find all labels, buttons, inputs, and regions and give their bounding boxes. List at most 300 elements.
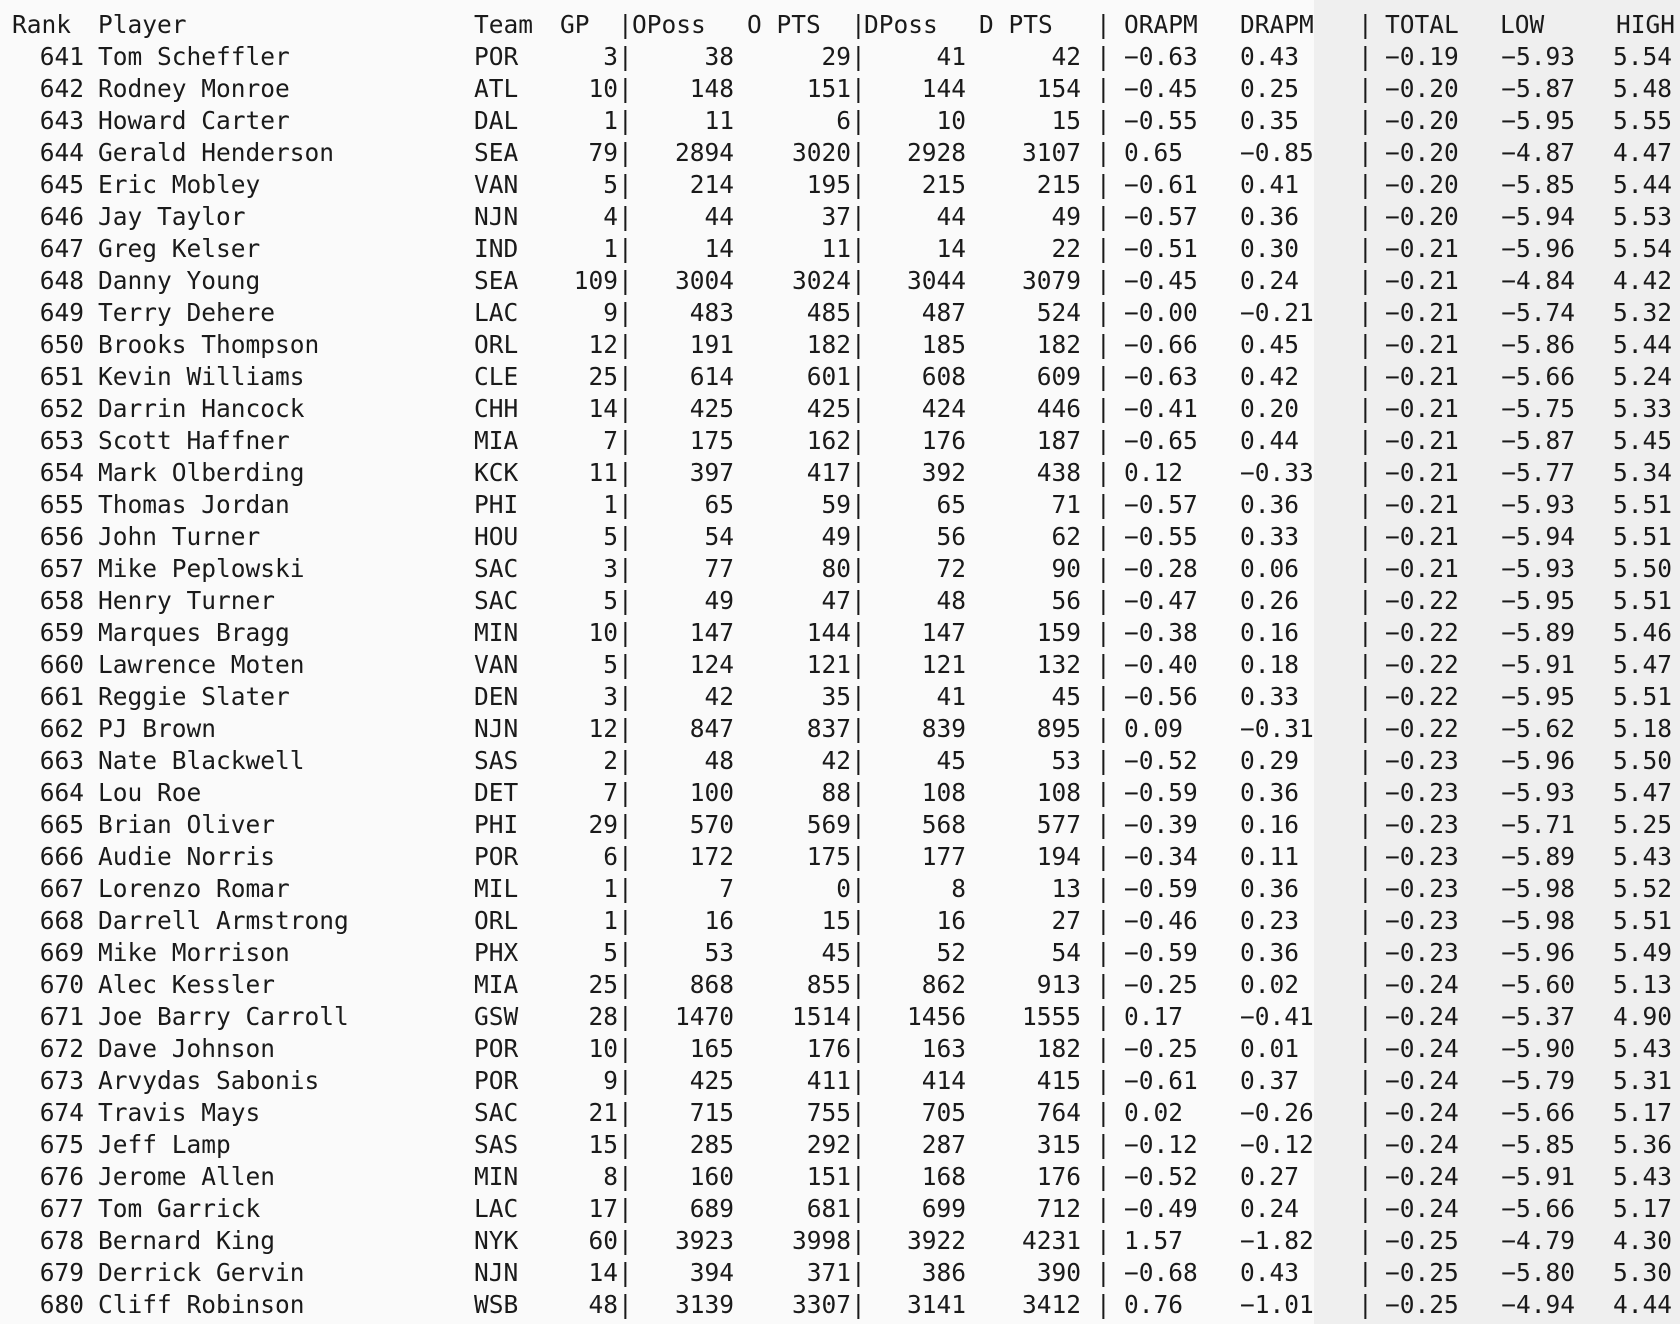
cell-total: −0.23 — [1385, 810, 1459, 839]
cell-orapm: −0.39 — [1124, 810, 1198, 839]
cell-high: 5.48 — [1612, 74, 1672, 103]
cell-dposs: 56 — [936, 522, 966, 551]
cell-gp: 60 — [588, 1226, 618, 1255]
cell-team: POR — [474, 42, 519, 71]
row-separator: | — [851, 586, 866, 615]
header-low: LOW — [1500, 10, 1545, 39]
cell-team: MIA — [474, 970, 519, 999]
header-drapm: DRAPM — [1240, 10, 1314, 39]
table-row — [0, 905, 1680, 937]
row-separator: | — [618, 522, 633, 551]
cell-high: 5.44 — [1612, 170, 1672, 199]
header-orapm: ORAPM — [1124, 10, 1198, 39]
cell-dposs: 41 — [936, 42, 966, 71]
table-row — [0, 297, 1680, 329]
cell-total: −0.25 — [1385, 1226, 1459, 1255]
cell-dpts: 4231 — [1021, 1226, 1081, 1255]
cell-drapm: 0.29 — [1240, 746, 1300, 775]
cell-orapm: −0.38 — [1124, 618, 1198, 647]
row-separator: | — [1096, 1162, 1111, 1191]
row-separator: | — [851, 1226, 866, 1255]
cell-dposs: 3044 — [906, 266, 966, 295]
row-separator: | — [851, 874, 866, 903]
cell-low: −5.98 — [1501, 906, 1575, 935]
cell-dposs: 168 — [921, 1162, 966, 1191]
cell-player: Dave Johnson — [98, 1034, 276, 1063]
cell-total: −0.21 — [1385, 362, 1459, 391]
cell-player: PJ Brown — [98, 714, 217, 743]
table-row — [0, 841, 1680, 873]
cell-dpts: 609 — [1036, 362, 1081, 391]
cell-rank: 678 — [39, 1226, 84, 1255]
cell-drapm: −1.82 — [1240, 1226, 1314, 1255]
cell-gp: 6 — [603, 842, 618, 871]
cell-team: DET — [474, 778, 519, 807]
cell-oposs: 2894 — [674, 138, 734, 167]
cell-total: −0.22 — [1385, 714, 1459, 743]
row-separator: | — [618, 74, 633, 103]
cell-player: Eric Mobley — [98, 170, 261, 199]
cell-orapm: −0.40 — [1124, 650, 1198, 679]
row-separator: | — [851, 458, 866, 487]
cell-dposs: 862 — [921, 970, 966, 999]
cell-dposs: 705 — [921, 1098, 966, 1127]
cell-total: −0.20 — [1385, 138, 1459, 167]
cell-high: 5.55 — [1612, 106, 1672, 135]
cell-high: 5.25 — [1612, 810, 1672, 839]
row-separator: | — [1096, 1290, 1111, 1319]
row-separator: | — [1096, 1002, 1111, 1031]
cell-gp: 3 — [603, 42, 618, 71]
cell-dposs: 608 — [921, 362, 966, 391]
row-separator: | — [851, 362, 866, 391]
cell-total: −0.21 — [1385, 458, 1459, 487]
cell-high: 5.50 — [1612, 746, 1672, 775]
cell-rank: 660 — [39, 650, 84, 679]
cell-dposs: 568 — [921, 810, 966, 839]
cell-player: Alec Kessler — [98, 970, 276, 999]
cell-orapm: 0.17 — [1124, 1002, 1184, 1031]
cell-orapm: −0.00 — [1124, 298, 1198, 327]
cell-total: −0.21 — [1385, 266, 1459, 295]
cell-dposs: 386 — [921, 1258, 966, 1287]
table-row — [0, 1225, 1680, 1257]
cell-opts: 3998 — [791, 1226, 851, 1255]
cell-low: −5.93 — [1501, 778, 1575, 807]
cell-oposs: 49 — [704, 586, 734, 615]
row-separator: | — [1358, 426, 1373, 455]
cell-oposs: 285 — [689, 1130, 734, 1159]
cell-opts: 35 — [821, 682, 851, 711]
cell-high: 5.33 — [1612, 394, 1672, 423]
cell-gp: 109 — [573, 266, 618, 295]
row-separator: | — [1358, 394, 1373, 423]
cell-high: 4.30 — [1612, 1226, 1672, 1255]
cell-opts: 49 — [821, 522, 851, 551]
row-separator: | — [851, 426, 866, 455]
row-separator: | — [618, 1130, 633, 1159]
cell-rank: 646 — [39, 202, 84, 231]
row-separator: | — [851, 1290, 866, 1319]
cell-high: 5.53 — [1612, 202, 1672, 231]
table-row — [0, 745, 1680, 777]
cell-drapm: 0.43 — [1240, 1258, 1300, 1287]
cell-opts: 417 — [806, 458, 851, 487]
cell-gp: 15 — [588, 1130, 618, 1159]
row-separator: | — [1096, 714, 1111, 743]
cell-gp: 12 — [588, 330, 618, 359]
cell-drapm: −0.12 — [1240, 1130, 1314, 1159]
row-separator: | — [851, 266, 866, 295]
cell-rank: 674 — [39, 1098, 84, 1127]
row-separator: | — [851, 778, 866, 807]
header-gp: GP — [560, 10, 590, 39]
row-separator: | — [1358, 298, 1373, 327]
row-separator: | — [851, 842, 866, 871]
table-row — [0, 425, 1680, 457]
cell-dpts: 27 — [1051, 906, 1081, 935]
row-separator: | — [1358, 810, 1373, 839]
row-separator: | — [1358, 682, 1373, 711]
table-row — [0, 777, 1680, 809]
row-separator: | — [1096, 266, 1111, 295]
cell-player: Tom Scheffler — [98, 42, 290, 71]
table-row — [0, 137, 1680, 169]
cell-player: Mark Olberding — [98, 458, 305, 487]
cell-team: DAL — [474, 106, 519, 135]
cell-player: Joe Barry Carroll — [98, 1002, 349, 1031]
cell-drapm: 0.37 — [1240, 1066, 1300, 1095]
cell-gp: 17 — [588, 1194, 618, 1223]
cell-gp: 3 — [603, 682, 618, 711]
header-separator: | — [1096, 10, 1111, 39]
cell-oposs: 124 — [689, 650, 734, 679]
cell-team: VAN — [474, 650, 519, 679]
row-separator: | — [618, 778, 633, 807]
cell-player: Cliff Robinson — [98, 1290, 305, 1319]
cell-drapm: 0.27 — [1240, 1162, 1300, 1191]
cell-rank: 655 — [39, 490, 84, 519]
row-separator: | — [1096, 1258, 1111, 1287]
cell-opts: 121 — [806, 650, 851, 679]
cell-oposs: 54 — [704, 522, 734, 551]
row-separator: | — [1096, 362, 1111, 391]
cell-dposs: 185 — [921, 330, 966, 359]
cell-player: Thomas Jordan — [98, 490, 290, 519]
cell-rank: 641 — [39, 42, 84, 71]
cell-drapm: 0.33 — [1240, 682, 1300, 711]
row-separator: | — [1096, 586, 1111, 615]
cell-player: Jeff Lamp — [98, 1130, 231, 1159]
row-separator: | — [1096, 810, 1111, 839]
cell-dpts: 45 — [1051, 682, 1081, 711]
row-separator: | — [618, 202, 633, 231]
row-separator: | — [1096, 170, 1111, 199]
cell-high: 5.31 — [1612, 1066, 1672, 1095]
cell-orapm: −0.25 — [1124, 1034, 1198, 1063]
cell-team: NYK — [474, 1226, 519, 1255]
row-separator: | — [1358, 362, 1373, 391]
cell-drapm: 0.25 — [1240, 74, 1300, 103]
cell-gp: 1 — [603, 874, 618, 903]
cell-gp: 12 — [588, 714, 618, 743]
cell-team: POR — [474, 842, 519, 871]
cell-dpts: 13 — [1051, 874, 1081, 903]
row-separator: | — [851, 522, 866, 551]
cell-player: Scott Haffner — [98, 426, 290, 455]
cell-rank: 677 — [39, 1194, 84, 1223]
cell-player: Brooks Thompson — [98, 330, 320, 359]
cell-team: KCK — [474, 458, 519, 487]
cell-low: −5.95 — [1501, 682, 1575, 711]
cell-oposs: 14 — [704, 234, 734, 263]
table-row — [0, 1289, 1680, 1321]
row-separator: | — [851, 394, 866, 423]
row-separator: | — [851, 138, 866, 167]
row-separator: | — [1358, 234, 1373, 263]
cell-oposs: 483 — [689, 298, 734, 327]
cell-team: MIL — [474, 874, 519, 903]
cell-drapm: 0.36 — [1240, 938, 1300, 967]
cell-total: −0.21 — [1385, 426, 1459, 455]
cell-orapm: 0.09 — [1124, 714, 1184, 743]
header-player: Player — [98, 10, 187, 39]
cell-opts: 144 — [806, 618, 851, 647]
cell-gp: 10 — [588, 618, 618, 647]
cell-dposs: 699 — [921, 1194, 966, 1223]
cell-opts: 88 — [821, 778, 851, 807]
cell-rank: 673 — [39, 1066, 84, 1095]
cell-dpts: 49 — [1051, 202, 1081, 231]
cell-orapm: −0.52 — [1124, 1162, 1198, 1191]
cell-opts: 3020 — [791, 138, 851, 167]
cell-orapm: −0.41 — [1124, 394, 1198, 423]
cell-drapm: 0.44 — [1240, 426, 1300, 455]
row-separator: | — [851, 906, 866, 935]
cell-gp: 10 — [588, 1034, 618, 1063]
cell-opts: 371 — [806, 1258, 851, 1287]
cell-player: Marques Bragg — [98, 618, 290, 647]
cell-player: Lou Roe — [98, 778, 202, 807]
cell-team: LAC — [474, 1194, 519, 1223]
cell-oposs: 394 — [689, 1258, 734, 1287]
row-separator: | — [618, 842, 633, 871]
row-separator: | — [618, 138, 633, 167]
cell-dpts: 913 — [1036, 970, 1081, 999]
row-separator: | — [1096, 42, 1111, 71]
cell-total: −0.21 — [1385, 522, 1459, 551]
cell-dposs: 287 — [921, 1130, 966, 1159]
row-separator: | — [1096, 138, 1111, 167]
cell-drapm: 0.01 — [1240, 1034, 1300, 1063]
cell-low: −5.80 — [1501, 1258, 1575, 1287]
cell-gp: 48 — [588, 1290, 618, 1319]
cell-drapm: −0.31 — [1240, 714, 1314, 743]
cell-team: SAC — [474, 554, 519, 583]
cell-high: 5.51 — [1612, 906, 1672, 935]
cell-team: MIN — [474, 618, 519, 647]
cell-dposs: 72 — [936, 554, 966, 583]
table-row — [0, 553, 1680, 585]
cell-dpts: 53 — [1051, 746, 1081, 775]
cell-gp: 7 — [603, 778, 618, 807]
cell-orapm: −0.34 — [1124, 842, 1198, 871]
table-row — [0, 521, 1680, 553]
table-row — [0, 489, 1680, 521]
cell-gp: 3 — [603, 554, 618, 583]
cell-dpts: 62 — [1051, 522, 1081, 551]
cell-low: −5.93 — [1501, 554, 1575, 583]
row-separator: | — [1096, 1194, 1111, 1223]
cell-low: −5.85 — [1501, 170, 1575, 199]
cell-orapm: −0.61 — [1124, 170, 1198, 199]
cell-gp: 9 — [603, 298, 618, 327]
cell-opts: 37 — [821, 202, 851, 231]
row-separator: | — [1096, 330, 1111, 359]
cell-total: −0.23 — [1385, 906, 1459, 935]
cell-player: Bernard King — [98, 1226, 276, 1255]
cell-oposs: 689 — [689, 1194, 734, 1223]
cell-dpts: 3412 — [1021, 1290, 1081, 1319]
table-row — [0, 585, 1680, 617]
cell-opts: 411 — [806, 1066, 851, 1095]
cell-opts: 15 — [821, 906, 851, 935]
row-separator: | — [1358, 874, 1373, 903]
row-separator: | — [851, 202, 866, 231]
cell-oposs: 214 — [689, 170, 734, 199]
row-separator: | — [618, 266, 633, 295]
row-separator: | — [1358, 842, 1373, 871]
cell-orapm: −0.45 — [1124, 266, 1198, 295]
row-separator: | — [618, 42, 633, 71]
row-separator: | — [618, 458, 633, 487]
cell-total: −0.22 — [1385, 682, 1459, 711]
header-separator: | — [618, 10, 633, 39]
cell-team: CLE — [474, 362, 519, 391]
table-row — [0, 873, 1680, 905]
cell-player: Arvydas Sabonis — [98, 1066, 320, 1095]
cell-opts: 601 — [806, 362, 851, 391]
cell-orapm: −0.55 — [1124, 106, 1198, 135]
cell-oposs: 425 — [689, 394, 734, 423]
cell-low: −5.87 — [1501, 426, 1575, 455]
cell-oposs: 160 — [689, 1162, 734, 1191]
row-separator: | — [618, 874, 633, 903]
cell-high: 5.51 — [1612, 586, 1672, 615]
row-separator: | — [1358, 1226, 1373, 1255]
cell-dpts: 56 — [1051, 586, 1081, 615]
header-separator: | — [851, 10, 866, 39]
cell-opts: 0 — [836, 874, 851, 903]
cell-low: −5.96 — [1501, 938, 1575, 967]
cell-low: −5.79 — [1501, 1066, 1575, 1095]
cell-high: 5.34 — [1612, 458, 1672, 487]
cell-gp: 25 — [588, 362, 618, 391]
cell-gp: 5 — [603, 586, 618, 615]
cell-total: −0.20 — [1385, 74, 1459, 103]
cell-opts: 11 — [821, 234, 851, 263]
cell-high: 5.51 — [1612, 682, 1672, 711]
row-separator: | — [618, 426, 633, 455]
row-separator: | — [851, 938, 866, 967]
table-row — [0, 681, 1680, 713]
cell-team: SAC — [474, 586, 519, 615]
header-opts: O PTS — [747, 10, 821, 39]
table-row — [0, 361, 1680, 393]
cell-orapm: −0.63 — [1124, 42, 1198, 71]
cell-player: Darrell Armstrong — [98, 906, 349, 935]
cell-drapm: 0.02 — [1240, 970, 1300, 999]
row-separator: | — [1358, 74, 1373, 103]
cell-dposs: 163 — [921, 1034, 966, 1063]
cell-team: GSW — [474, 1002, 519, 1031]
cell-team: SEA — [474, 138, 519, 167]
cell-orapm: −0.51 — [1124, 234, 1198, 263]
cell-opts: 80 — [821, 554, 851, 583]
cell-orapm: −0.49 — [1124, 1194, 1198, 1223]
cell-team: PHI — [474, 490, 519, 519]
cell-team: SAS — [474, 746, 519, 775]
cell-drapm: 0.26 — [1240, 586, 1300, 615]
cell-dposs: 108 — [921, 778, 966, 807]
cell-team: ORL — [474, 330, 519, 359]
cell-opts: 1514 — [791, 1002, 851, 1031]
cell-high: 5.17 — [1612, 1194, 1672, 1223]
cell-team: MIA — [474, 426, 519, 455]
cell-high: 5.30 — [1612, 1258, 1672, 1287]
cell-low: −5.37 — [1501, 1002, 1575, 1031]
row-separator: | — [1358, 106, 1373, 135]
cell-total: −0.21 — [1385, 298, 1459, 327]
cell-oposs: 148 — [689, 74, 734, 103]
cell-opts: 6 — [836, 106, 851, 135]
cell-drapm: 0.45 — [1240, 330, 1300, 359]
cell-player: Darrin Hancock — [98, 394, 305, 423]
cell-gp: 14 — [588, 1258, 618, 1287]
cell-rank: 666 — [39, 842, 84, 871]
cell-gp: 5 — [603, 938, 618, 967]
cell-player: John Turner — [98, 522, 261, 551]
row-separator: | — [851, 42, 866, 71]
cell-gp: 4 — [603, 202, 618, 231]
cell-dpts: 524 — [1036, 298, 1081, 327]
cell-gp: 1 — [603, 490, 618, 519]
cell-dpts: 577 — [1036, 810, 1081, 839]
row-separator: | — [1096, 522, 1111, 551]
cell-orapm: 0.12 — [1124, 458, 1184, 487]
cell-team: NJN — [474, 202, 519, 231]
cell-gp: 14 — [588, 394, 618, 423]
cell-oposs: 100 — [689, 778, 734, 807]
row-separator: | — [618, 1258, 633, 1287]
row-separator: | — [851, 714, 866, 743]
cell-drapm: −0.33 — [1240, 458, 1314, 487]
cell-opts: 47 — [821, 586, 851, 615]
row-separator: | — [851, 618, 866, 647]
cell-drapm: 0.23 — [1240, 906, 1300, 935]
cell-low: −5.71 — [1501, 810, 1575, 839]
row-separator: | — [1358, 778, 1373, 807]
table-row — [0, 1161, 1680, 1193]
row-separator: | — [1358, 714, 1373, 743]
cell-player: Henry Turner — [98, 586, 276, 615]
cell-dpts: 187 — [1036, 426, 1081, 455]
cell-drapm: 0.16 — [1240, 618, 1300, 647]
cell-dposs: 144 — [921, 74, 966, 103]
cell-high: 4.47 — [1612, 138, 1672, 167]
row-separator: | — [851, 170, 866, 199]
table-row — [0, 809, 1680, 841]
